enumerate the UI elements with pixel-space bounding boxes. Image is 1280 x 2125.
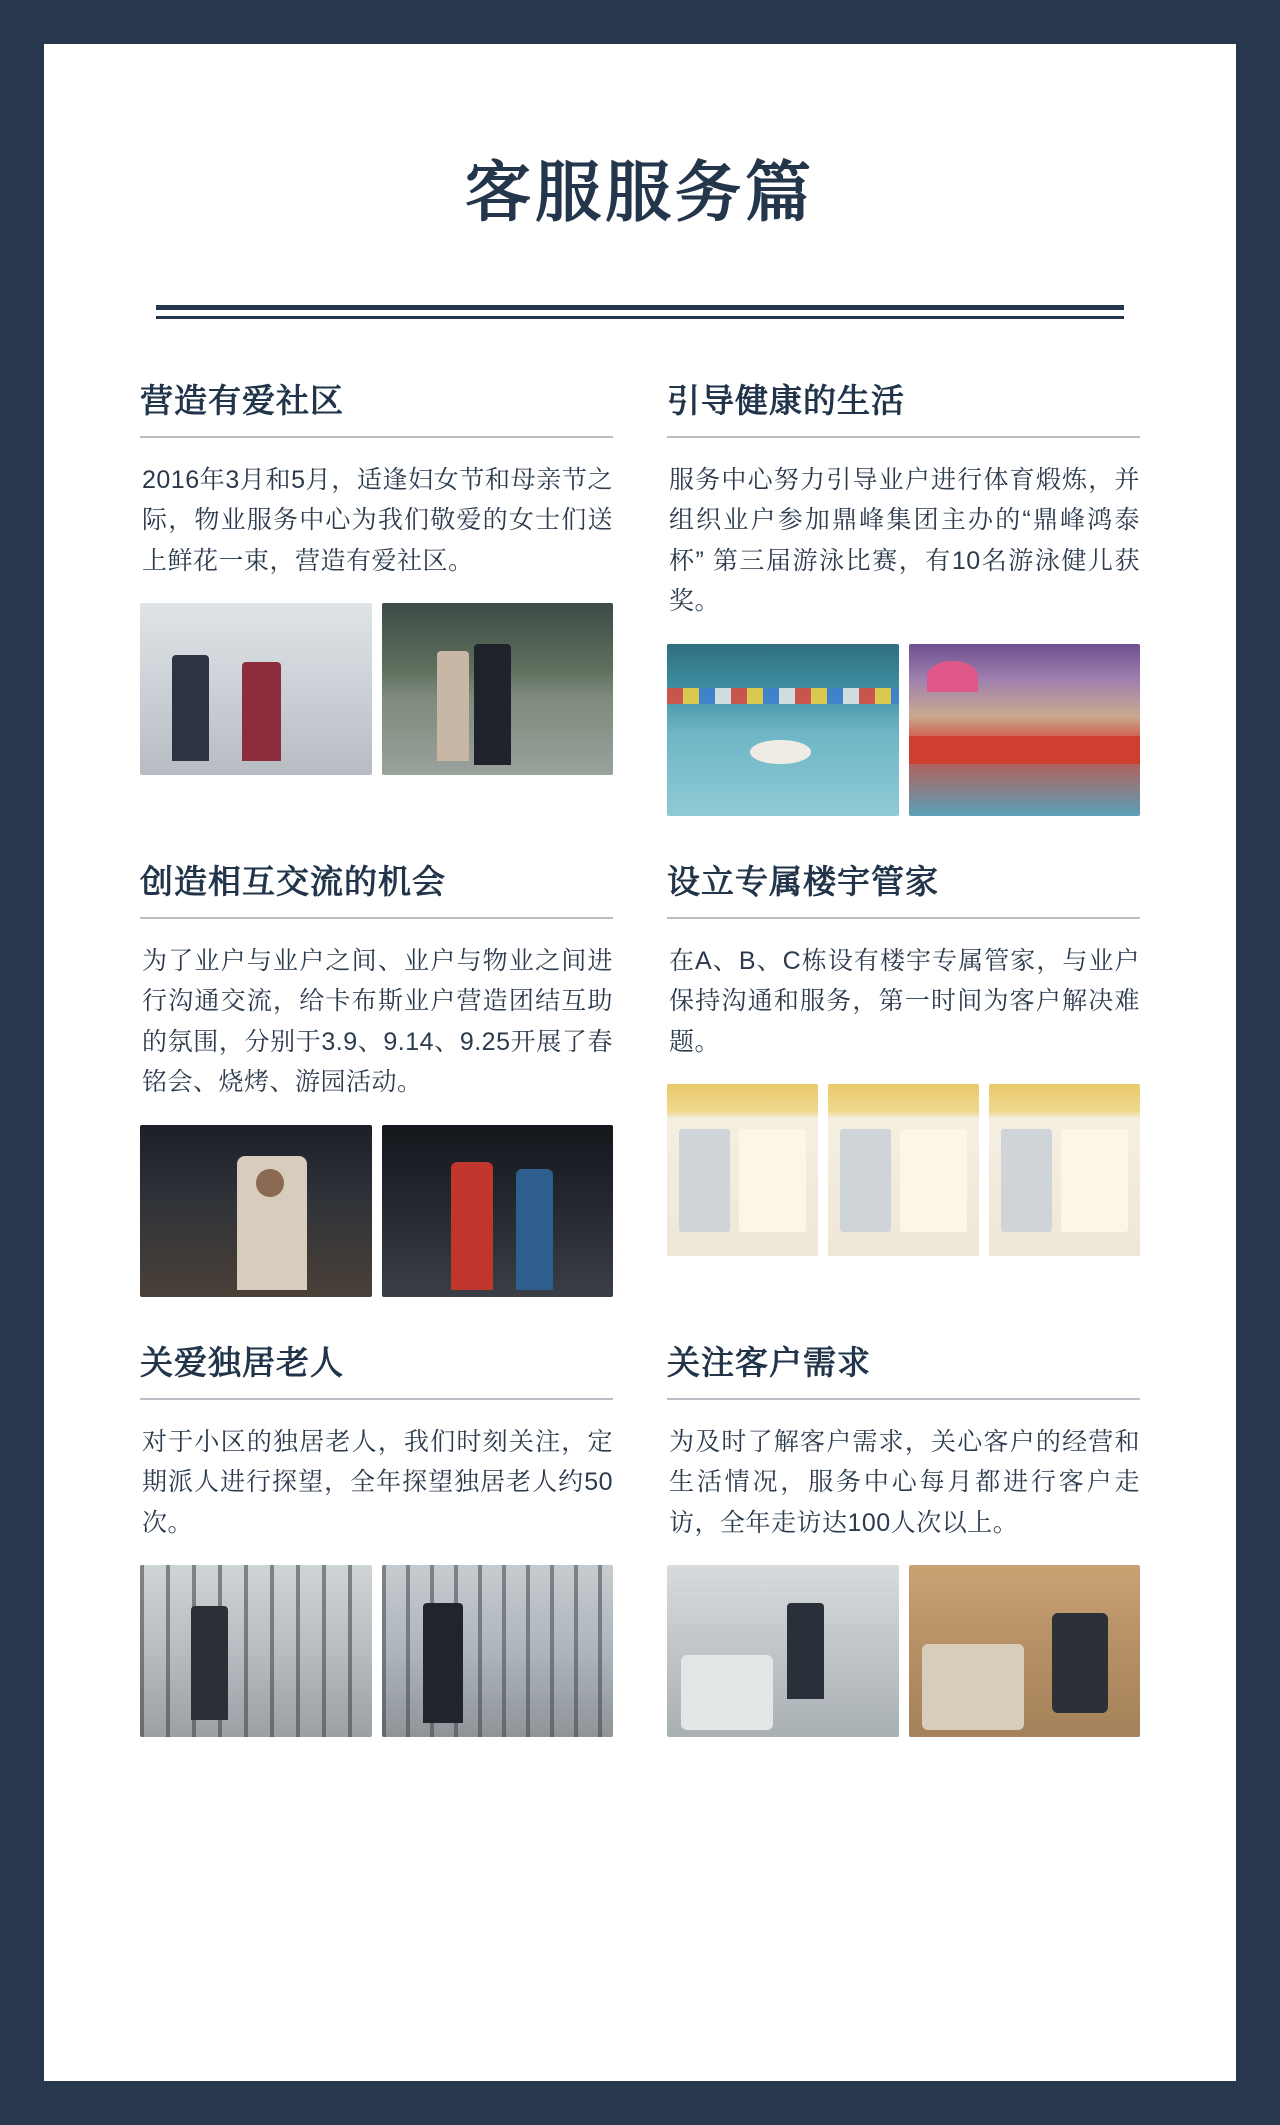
photo-butler-board-1 [667, 1084, 818, 1256]
section-card [140, 856, 613, 1337]
photo-client-visit-1 [667, 1565, 899, 1737]
section-card [667, 375, 1140, 856]
section-heading: 引导健康的生活 [667, 375, 1140, 438]
section-heading: 关注客户需求 [667, 1337, 1140, 1400]
photo-poolside-group [909, 644, 1141, 816]
title-divider [156, 305, 1124, 319]
section-body: 对于小区的独居老人，我们时刻关注，定期派人进行探望，全年探望独居老人约50次。 [142, 1427, 613, 1537]
section-card [140, 375, 613, 856]
photo-lobby-flowers [140, 603, 372, 775]
section-body: 在A、B、C栋设有楼宇专属管家，与业户保持沟通和服务，第一时间为客户解决难题。 [669, 946, 1140, 1056]
photo-client-visit-2 [909, 1565, 1141, 1737]
section-photos [140, 1125, 613, 1297]
photo-butler-board-2 [828, 1084, 979, 1256]
section-body: 为了业户与业户之间、业户与物业之间进行沟通交流，给卡布斯业户营造团结互助的氛围，分别于3.9、9.14、9.25开展了春铭会、烧烤、游园活动。 [142, 946, 613, 1097]
page-title: 客服服务篇 [465, 155, 815, 229]
section-heading: 营造有爱社区 [140, 375, 613, 438]
sections-grid [140, 375, 1140, 1778]
section-card [667, 856, 1140, 1337]
photo-elderly-visit-2 [382, 1565, 614, 1737]
section-card [140, 1337, 613, 1778]
photo-bbq-night [140, 1125, 372, 1297]
section-photos [667, 1565, 1140, 1737]
photo-swimming-race [667, 644, 899, 816]
section-photos [667, 1084, 1140, 1256]
section-heading: 设立专属楼宇管家 [667, 856, 1140, 919]
section-heading: 关爱独居老人 [140, 1337, 613, 1400]
photo-street-flowers [382, 603, 614, 775]
photo-elderly-visit-1 [140, 1565, 372, 1737]
section-body: 为及时了解客户需求，关心客户的经营和生活情况，服务中心每月都进行客户走访，全年走访达100人次以上。 [669, 1427, 1140, 1537]
section-body: 服务中心努力引导业户进行体育煅炼，并组织业户参加鼎峰集团主办的“鼎峰鸿泰杯” 第三届游泳比赛，有10名游泳健儿获奖。 [669, 465, 1140, 616]
section-card [667, 1337, 1140, 1778]
photo-butler-board-3 [989, 1084, 1140, 1256]
section-photos [667, 644, 1140, 816]
section-photos [140, 603, 613, 775]
photo-garden-party-night [382, 1125, 614, 1297]
section-body: 2016年3月和5月，适逢妇女节和母亲节之际，物业服务中心为我们敬爱的女士们送上鲜花一束，营造有爱社区。 [142, 465, 613, 575]
section-photos [140, 1565, 613, 1737]
section-heading: 创造相互交流的机会 [140, 856, 613, 919]
poster-sheet [44, 44, 1236, 2081]
